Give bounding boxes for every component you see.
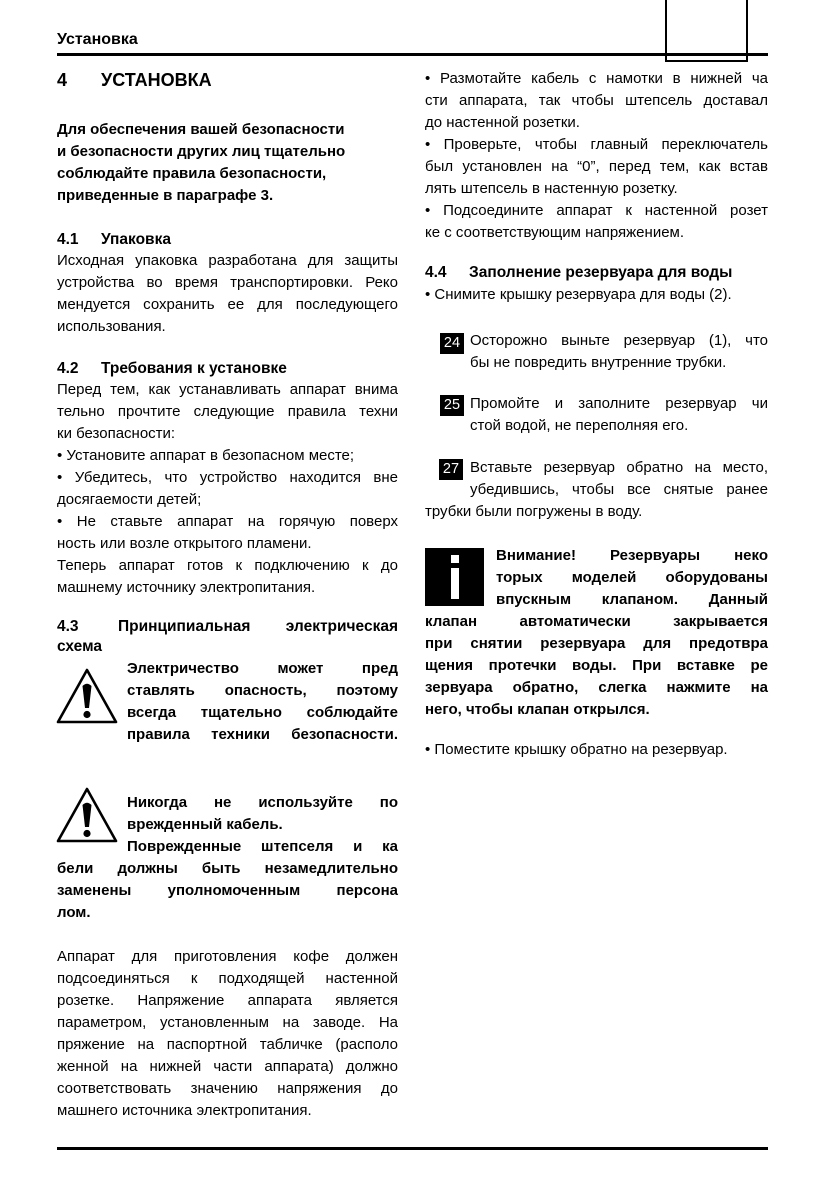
text-line: врежденный кабель.	[127, 816, 283, 833]
text-line: и безопасности других лиц тщательно	[57, 143, 346, 160]
text-line: торых моделей оборудованы	[496, 569, 768, 586]
text-line: устройства во время транспортировки. Реко	[57, 274, 398, 291]
text-line: использования.	[57, 318, 166, 335]
step-badge: 24	[440, 333, 464, 354]
text-line: Исходная упаковка разработана для защиты	[57, 252, 398, 269]
text-line: впускным клапаном. Данный	[496, 591, 768, 608]
step-25-text	[470, 393, 768, 437]
text-line: был установлен на “0”, перед тем, как встав	[425, 158, 768, 175]
text-line: трубки были погружены в воду.	[425, 503, 643, 520]
text-line: при снятии резервуара для предотвра	[425, 635, 768, 652]
section-title-4-1: Упаковка	[101, 231, 171, 248]
text-line: бы не повредить внутренние трубки.	[470, 354, 727, 371]
text-line: пряжение на паспортной табличке (располо	[57, 1036, 398, 1053]
text-line: Внимание! Резервуары неко	[496, 547, 768, 564]
text-line: Аппарат для приготовления кофе должен	[57, 948, 398, 965]
text-line: соответствовать значению напряжения до	[57, 1080, 398, 1097]
text-line: подсоединяться к подходящей настенной	[57, 970, 398, 987]
text-line: Вставьте резервуар обратно на место,	[470, 459, 768, 476]
text-line: ставлять опасность, поэтому	[127, 682, 398, 699]
section-number-4-3: 4.3	[57, 618, 79, 635]
text-line: ки безопасности:	[57, 425, 176, 442]
text-line: всегда тщательно соблюдайте	[127, 704, 398, 721]
text-line: машнего источника электропитания.	[57, 1102, 312, 1119]
electrical-warning-text	[127, 658, 398, 746]
section-4-2-text	[57, 379, 398, 599]
section-title-4-4: Заполнение резервуара для воды	[469, 264, 733, 281]
step-badge: 27	[439, 459, 463, 480]
page-tab-box	[665, 0, 748, 62]
text-line: клапан автоматически закрывается	[425, 613, 768, 630]
text-line: досягаемости детей;	[57, 491, 202, 508]
list-item: • Убедитесь, что устройство находится вне	[57, 469, 398, 486]
text-line: Поврежденные штепселя и ка	[127, 838, 398, 855]
list-item: • Подсоедините аппарат к настенной розет	[425, 202, 768, 219]
text-line: стой водой, не переполняя его.	[470, 417, 689, 434]
step-badge: 25	[440, 395, 464, 416]
text-line: до настенной розетки.	[425, 114, 580, 131]
text-line: Промойте и заполните резервуар чи	[470, 395, 768, 412]
text-line: машнему источнику электропитания.	[57, 579, 316, 596]
text-line: Осторожно выньте резервуар (1), что	[470, 332, 768, 349]
section-4-1-text	[57, 250, 398, 338]
text-line: убедившись, чтобы все снятые ранее	[470, 481, 768, 498]
warning-triangle-icon	[56, 667, 118, 725]
text-line: сти аппарата, так чтобы штепсель доставал	[425, 92, 768, 109]
text-line: мендуется сохранить ее для последующего	[57, 296, 398, 313]
list-item: • Поместите крышку обратно на резервуар.	[425, 741, 728, 758]
step-24-text	[470, 330, 768, 374]
section-title-4-3-continued: схема	[57, 638, 102, 655]
running-header-title: Установка	[57, 31, 138, 48]
text-line: правила техники безопасности.	[127, 726, 398, 743]
section-title-4-2: Требования к установке	[101, 360, 287, 377]
section-number-4-2: 4.2	[57, 360, 79, 377]
text-line: приведенные в параграфе 3.	[57, 187, 274, 204]
text-line: тельно прочтите следующие правила техни	[57, 403, 398, 420]
text-line: соблюдайте правила безопасности,	[57, 165, 327, 182]
text-line: заменены уполномоченным персона	[57, 882, 398, 899]
text-line: ность или возле открытого пламени.	[57, 535, 312, 552]
header-rule	[57, 53, 768, 56]
list-item: • Снимите крышку резервуара для воды (2).	[425, 286, 732, 303]
text-line: параметром, установленным на заводе. На	[57, 1014, 398, 1031]
text-line: Теперь аппарат готов к подключению к до	[57, 557, 398, 574]
step-27-text	[425, 457, 768, 523]
connection-steps	[425, 68, 768, 244]
list-item: • Установите аппарат в безопасном месте;	[57, 447, 355, 464]
text-line: розетке. Напряжение аппарата является	[57, 992, 398, 1009]
text-line: Перед тем, как устанавливать аппарат внима	[57, 381, 398, 398]
text-line: лять штепсель в настенную розетку.	[425, 180, 678, 197]
safety-intro	[57, 119, 398, 207]
text-line: Для обеспечения вашей безопасности	[57, 121, 345, 138]
list-item: • Проверьте, чтобы главный переключатель	[425, 136, 768, 153]
text-line: женной на нижней части аппарата) должно	[57, 1058, 398, 1075]
text-line: щения протечки воды. При вставке ре	[425, 657, 768, 674]
chapter-title: УСТАНОВКА	[101, 70, 212, 90]
text-line: Электричество может пред	[127, 660, 398, 677]
text-line: ке с соответствующим напряжением.	[425, 224, 685, 241]
section-title-4-3: Принципиальная электрическая	[118, 618, 398, 635]
section-number-4-4: 4.4	[425, 264, 447, 281]
footer-rule	[57, 1147, 768, 1150]
text-line: зервуара обратно, слегка нажмите на	[425, 679, 768, 696]
chapter-number: 4	[57, 70, 68, 90]
text-line: лом.	[57, 904, 91, 921]
text-line: Никогда не используйте по	[127, 794, 398, 811]
list-item: • Не ставьте аппарат на горячую поверх	[57, 513, 398, 530]
voltage-paragraph	[57, 946, 398, 1122]
list-item: • Размотайте кабель с намотки в нижней ча	[425, 70, 768, 87]
valve-notice-text	[425, 545, 768, 721]
text-line: бели должны быть незамедлительно	[57, 860, 398, 877]
section-number-4-1: 4.1	[57, 231, 79, 248]
cable-warning-text	[57, 792, 398, 924]
text-line: него, чтобы клапан открылся.	[425, 701, 650, 718]
